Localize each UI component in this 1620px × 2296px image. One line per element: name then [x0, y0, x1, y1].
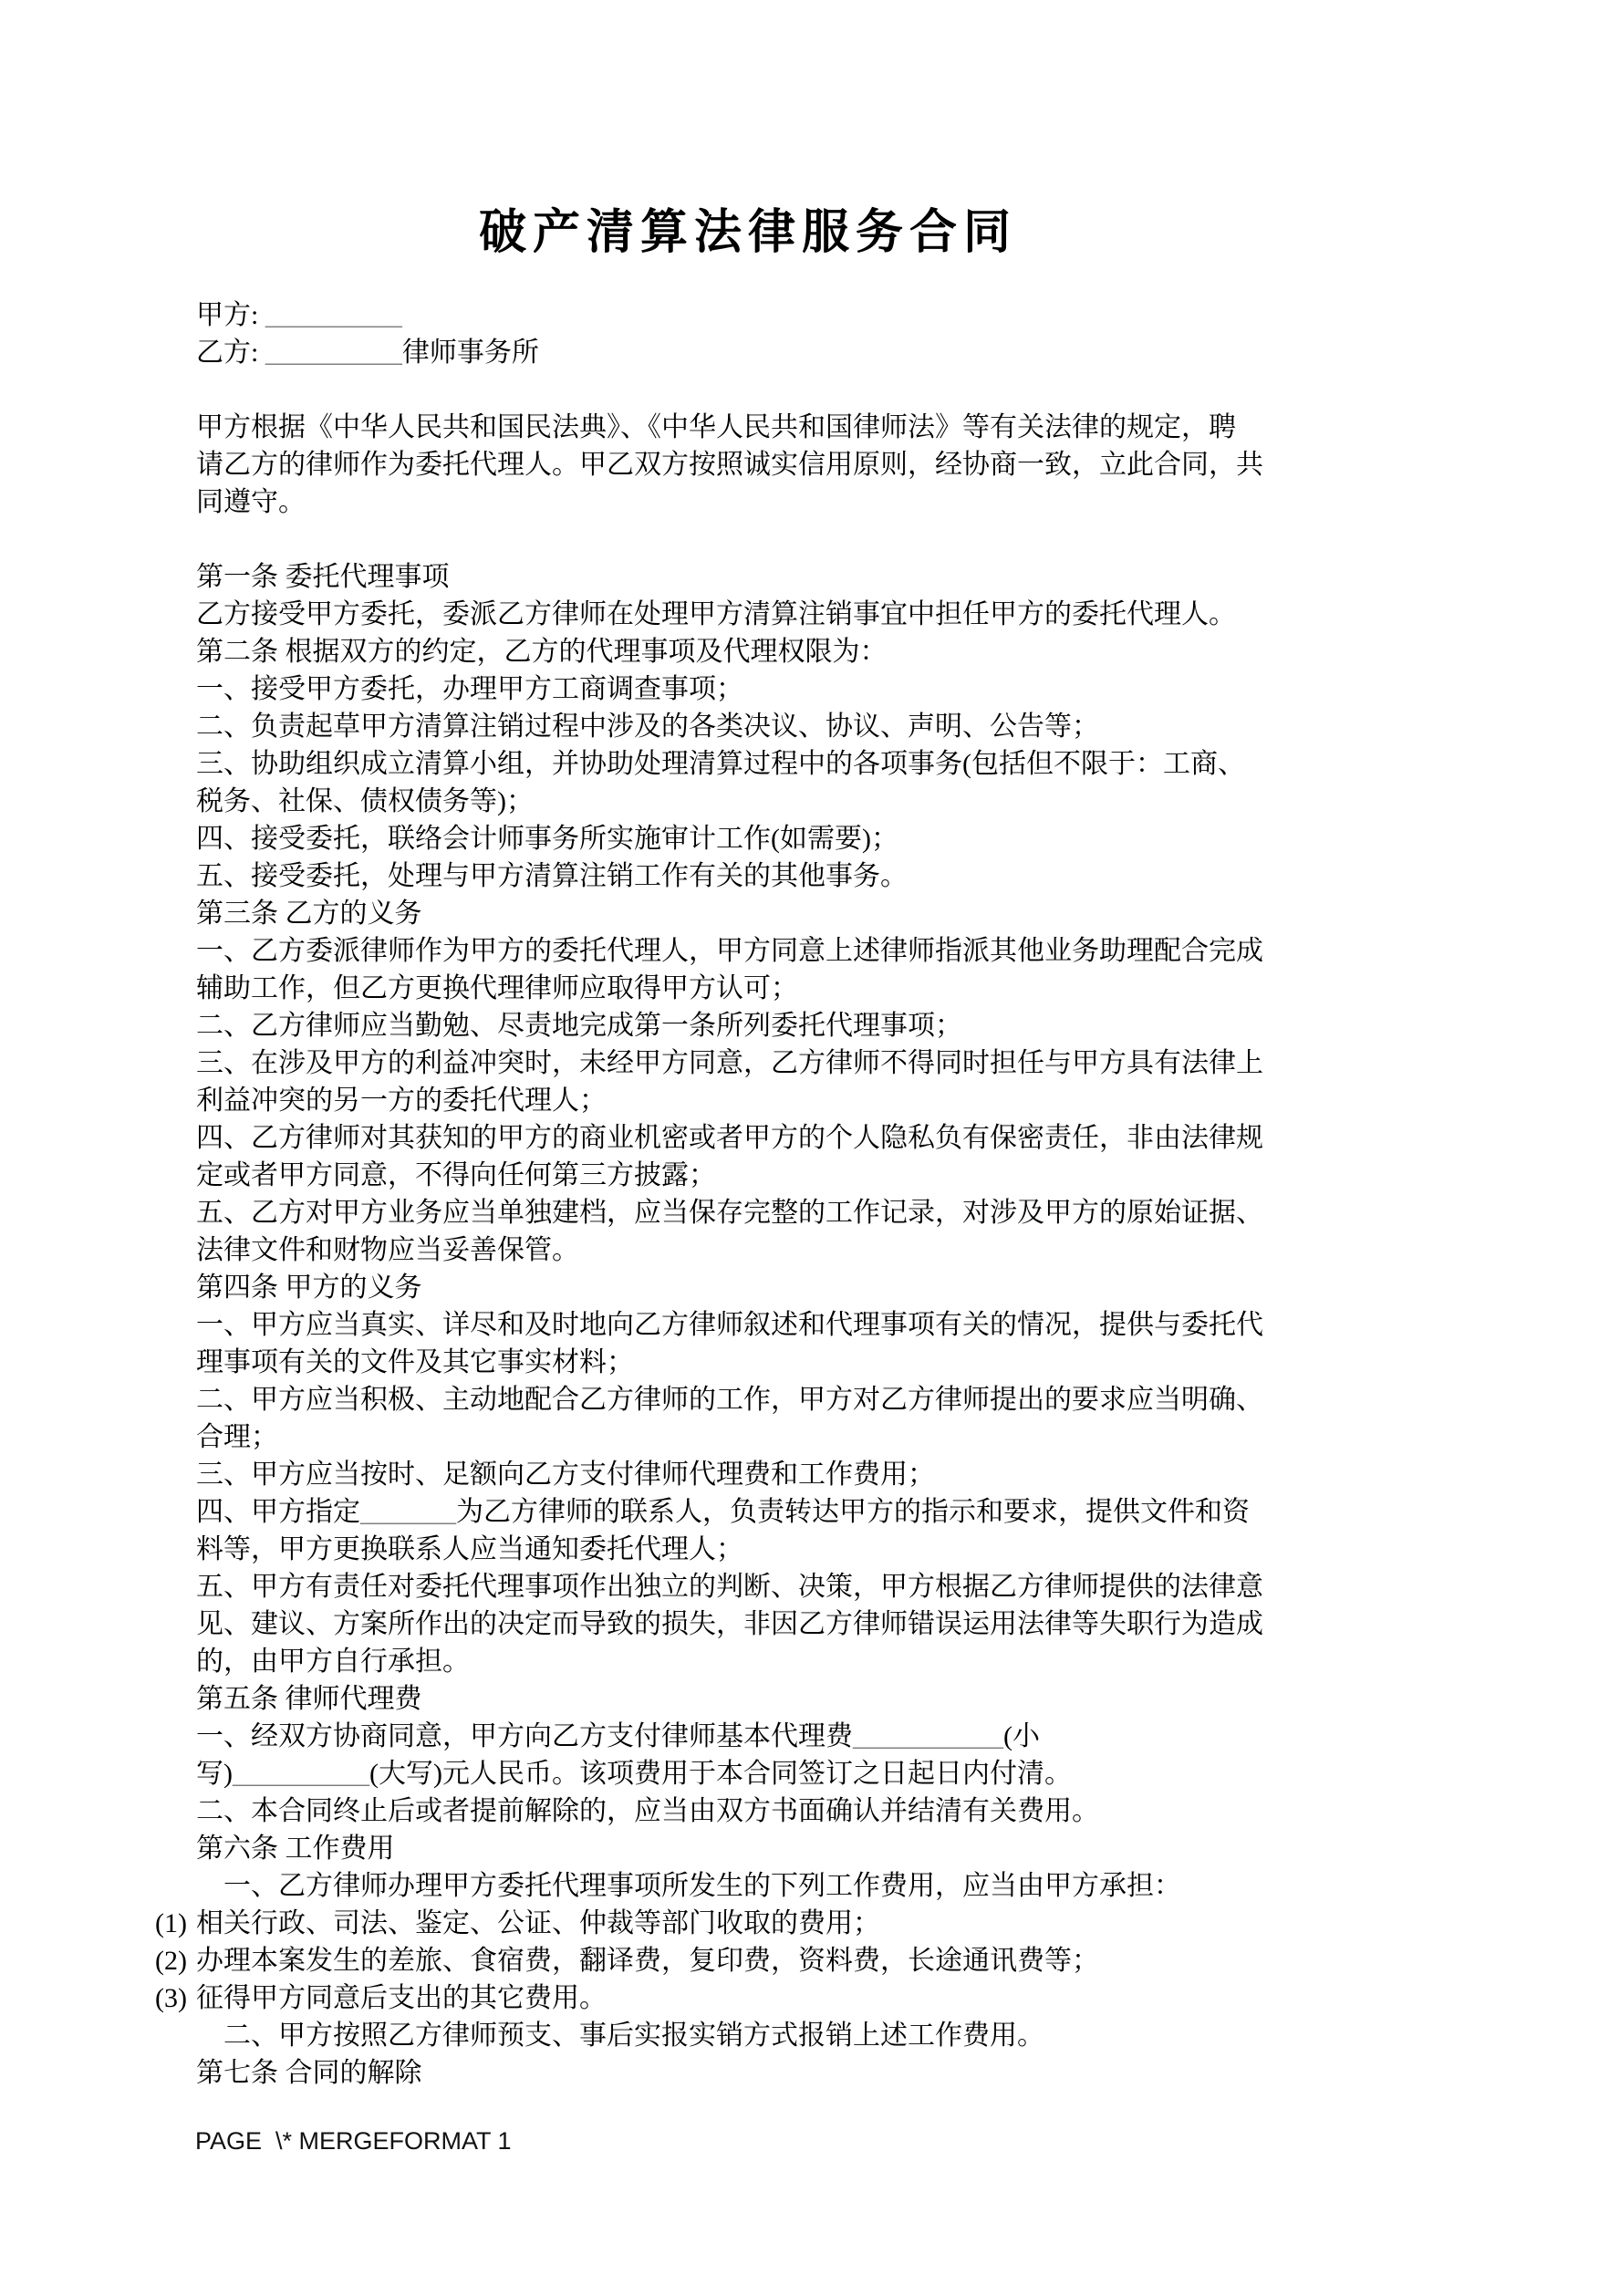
text-segment: 四、接受委托，联络会计师事务所实施审计工作(如需要)； — [196, 824, 898, 854]
text-segment: 三、协助组织成立清算小组，并协助处理清算过程中的各项事务(包括但不限于：工商、 — [196, 749, 1245, 779]
contract-line — [196, 1044, 1263, 1082]
text-segment: 二、负责起草甲方清算注销过程中涉及的各类决议、协议、声明、公告等； — [196, 712, 1099, 742]
contract-line — [196, 1157, 1236, 1194]
contract-line — [196, 1194, 1263, 1231]
text-segment: 第六条 工作费用 — [196, 1834, 395, 1864]
text-segment: 理事项有关的文件及其它事实材料； — [196, 1347, 634, 1377]
contract-line — [196, 745, 1245, 783]
contract-line — [196, 970, 1236, 1007]
text-segment: 同遵守。 — [196, 487, 306, 517]
text-segment: 第三条 乙方的义务 — [196, 899, 422, 929]
text-segment: 甲方: — [196, 300, 265, 330]
text-segment: 税务、社保、债权债务等)； — [196, 786, 534, 816]
blank-underline: __________ — [265, 300, 402, 330]
text-segment: 五、甲方有责任对委托代理事项作出独立的判断、决策，甲方根据乙方律师提供的法律意 — [196, 1572, 1263, 1602]
text-segment: 见、建议、方案所作出的决定而导致的损失，非因乙方律师错误运用法律等失职行为造成 — [196, 1609, 1263, 1639]
text-segment: 一、乙方律师办理甲方委托代理事项所发生的下列工作费用，应当由甲方承担： — [223, 1871, 1181, 1901]
text-segment: 四、乙方律师对其获知的甲方的商业机密或者甲方的个人隐私负有保密责任，非由法律规 — [196, 1123, 1263, 1153]
text-segment: 相关行政、司法、鉴定、公证、仲裁等部门收取的费用； — [196, 1908, 880, 1938]
text-segment: 合理； — [196, 1422, 278, 1452]
text-segment: 五、乙方对甲方业务应当单独建档，应当保存完整的工作记录，对涉及甲方的原始证据、 — [196, 1198, 1263, 1228]
contract-line — [196, 483, 1236, 521]
text-segment: 定或者甲方同意，不得向任何第三方披露； — [196, 1160, 716, 1190]
text-segment: 为乙方律师的联系人，负责转达甲方的指示和要求，提供文件和资 — [456, 1497, 1250, 1527]
contract-line — [196, 2017, 1236, 2054]
article-1-heading — [196, 558, 1236, 596]
contact-person-line — [196, 1493, 1250, 1531]
text-segment: 二、本合同终止后或者提前解除的，应当由双方书面确认并结清有关费用。 — [196, 1796, 1099, 1826]
text-segment: 二、甲方按照乙方律师预支、事后实报实销方式报销上述工作费用。 — [223, 2021, 1044, 2051]
blank-line — [196, 521, 1236, 558]
text-segment: 请乙方的律师作为委托代理人。甲乙双方按照诚实信用原则，经协商一致，立此合同，共 — [196, 450, 1263, 480]
article-6-heading — [196, 1830, 1236, 1867]
text-segment: 料等，甲方更换联系人应当通知委托代理人； — [196, 1534, 743, 1564]
contract-line — [196, 1381, 1263, 1418]
text-segment: 四、甲方指定 — [196, 1497, 360, 1527]
contract-line — [155, 1942, 1236, 1979]
contract-line — [196, 1456, 1236, 1493]
text-segment: 五、接受委托，处理与甲方清算注销工作有关的其他事务。 — [196, 861, 908, 891]
article-5-heading — [196, 1680, 1236, 1718]
article-7-heading — [196, 2054, 1236, 2092]
fee-amount-line — [196, 1718, 1236, 1755]
text-segment: 写) — [196, 1759, 233, 1789]
article-4-heading — [196, 1269, 1236, 1306]
contract-line — [196, 596, 1236, 633]
text-segment: 第四条 甲方的义务 — [196, 1273, 422, 1303]
contract-line — [155, 1979, 1236, 2017]
contract-line — [196, 820, 1236, 857]
contract-line — [196, 409, 1236, 446]
text-segment: 二、乙方律师应当勤勉、尽责地完成第一条所列委托代理事项； — [196, 1011, 962, 1041]
text-segment: 第五条 律师代理费 — [196, 1684, 422, 1714]
text-segment: (大写)元人民币。该项费用于本合同签订之日起日内付清。 — [369, 1759, 1072, 1789]
contract-line — [196, 1418, 1236, 1456]
contract-line — [155, 1905, 1236, 1942]
contract-line — [196, 1792, 1236, 1830]
text-segment: 一、经双方协商同意，甲方向乙方支付律师基本代理费 — [196, 1721, 853, 1751]
contract-line — [196, 1867, 1236, 1905]
contract-line — [196, 1531, 1236, 1568]
contract-line — [196, 1643, 1236, 1680]
text-segment: 乙方接受甲方委托，委派乙方律师在处理甲方清算注销事宜中担任甲方的委托代理人。 — [196, 599, 1236, 629]
text-segment: 辅助工作，但乙方更换代理律师应取得甲方认可； — [196, 973, 798, 1003]
text-segment: 法律文件和财物应当妥善保管。 — [196, 1235, 579, 1265]
contract-line — [196, 1119, 1263, 1157]
text-segment: 一、乙方委派律师作为甲方的委托代理人，甲方同意上述律师指派其他业务助理配合完成 — [196, 936, 1263, 966]
document-title: 破产清算法律服务合同 — [478, 207, 1017, 259]
article-3-heading — [196, 895, 1236, 932]
fee-amount-line-2 — [196, 1755, 1236, 1792]
text-segment: 第一条 委托代理事项 — [196, 562, 450, 592]
contract-body — [155, 296, 1263, 2092]
blank-underline: __________ — [233, 1759, 369, 1789]
contract-line — [196, 1605, 1263, 1643]
contract-line — [196, 1082, 1236, 1119]
contract-line — [196, 670, 1236, 708]
contract-line — [196, 857, 1236, 895]
blank-underline: _______ — [360, 1497, 456, 1527]
blank-underline: __________ — [265, 338, 402, 368]
text-segment: 乙方: — [196, 338, 265, 368]
text-segment: 第七条 合同的解除 — [196, 2058, 422, 2088]
text-segment: 三、在涉及甲方的利益冲突时，未经甲方同意，乙方律师不得同时担任与甲方具有法律上 — [196, 1048, 1263, 1078]
text-segment: (小 — [1003, 1721, 1040, 1751]
contract-line — [196, 932, 1263, 970]
text-segment: 征得甲方同意后支出的其它费用。 — [196, 1983, 607, 2013]
text-segment: 第二条 根据双方的约定，乙方的代理事项及代理权限为： — [196, 637, 888, 667]
text-segment: 利益冲突的另一方的委托代理人； — [196, 1086, 607, 1116]
text-segment: 一、甲方应当真实、详尽和及时地向乙方律师叙述和代理事项有关的情况，提供与委托代 — [196, 1310, 1263, 1340]
article-2-heading — [196, 633, 1236, 670]
page-number-field: PAGE \* MERGEFORMAT 1 — [195, 2127, 512, 2155]
text-segment: 一、接受甲方委托，办理甲方工商调查事项； — [196, 674, 743, 704]
contract-line — [196, 446, 1263, 483]
list-marker: (1) — [155, 1908, 187, 1938]
blank-underline: ___________ — [853, 1721, 1003, 1751]
list-marker: (2) — [155, 1946, 187, 1976]
list-marker: (3) — [155, 1983, 187, 2013]
contract-line — [196, 1007, 1236, 1044]
contract-line — [196, 708, 1236, 745]
text-segment: 甲方根据《中华人民共和国民法典》、《中华人民共和国律师法》等有关法律的规定，聘 — [196, 412, 1236, 442]
contract-line — [196, 1306, 1263, 1344]
blank-line — [196, 371, 1236, 409]
text-segment: 二、甲方应当积极、主动地配合乙方律师的工作，甲方对乙方律师提出的要求应当明确、 — [196, 1385, 1263, 1415]
party-b-line — [196, 334, 1236, 371]
text-segment: 的，由甲方自行承担。 — [196, 1647, 470, 1677]
text-segment: 三、甲方应当按时、足额向乙方支付律师代理费和工作费用； — [196, 1460, 935, 1490]
party-a-line — [196, 296, 1236, 334]
text-segment: 律师事务所 — [401, 338, 539, 368]
contract-line — [196, 1568, 1263, 1605]
text-segment: 办理本案发生的差旅、食宿费，翻译费，复印费，资料费，长途通讯费等； — [196, 1946, 1099, 1976]
contract-line — [196, 783, 1236, 820]
contract-line — [196, 1344, 1236, 1381]
contract-line — [196, 1231, 1236, 1269]
